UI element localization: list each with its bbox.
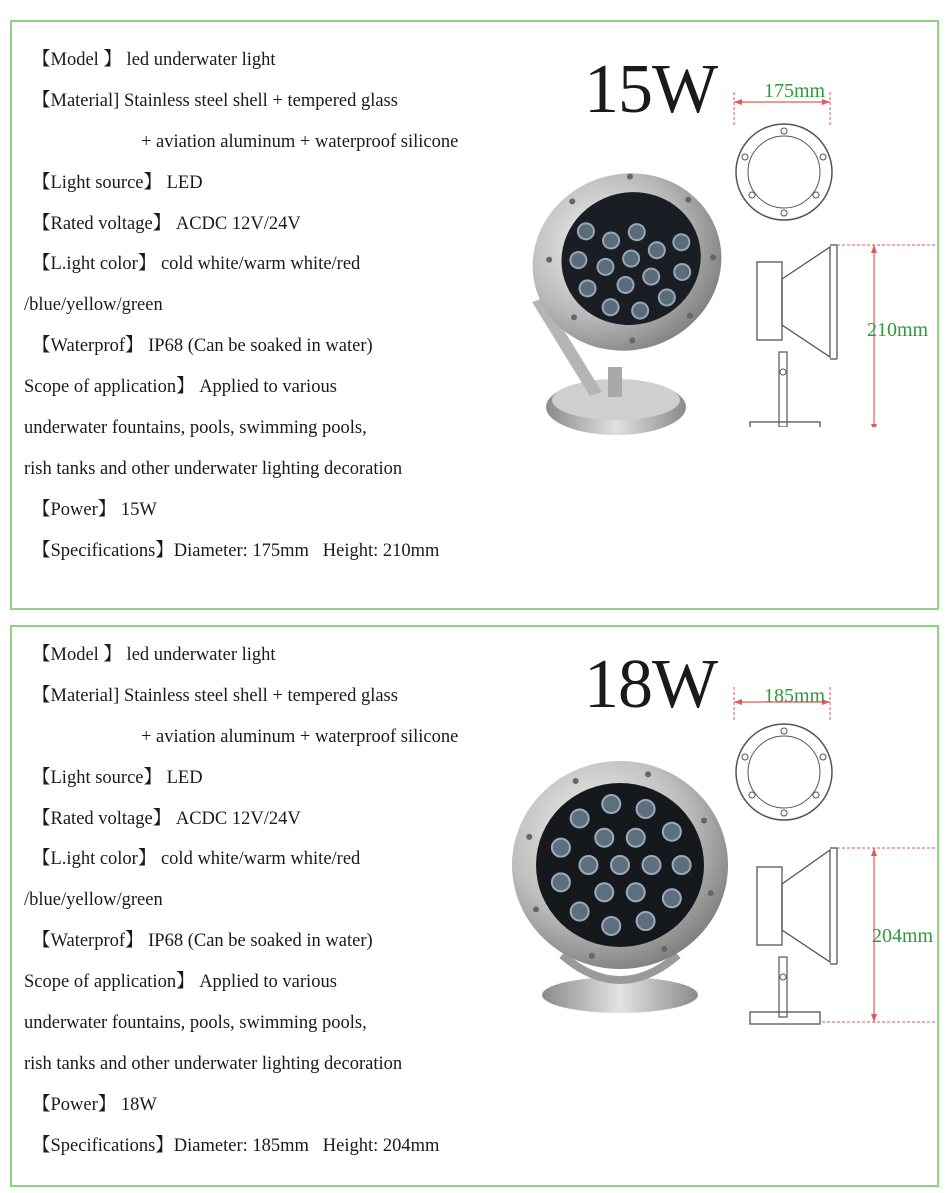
diameter-label: 175mm [764,80,826,102]
led-lens [552,873,570,891]
spec-model: 【Model 】 led underwater light [32,645,276,665]
screw [701,818,707,824]
spec-scope: Scope of application】 Applied to various [24,972,337,993]
spec-list [24,639,458,1171]
lamp-photo [502,755,742,1020]
spec-specifications: 【Specifications】Diameter: 175mm Height: 210mm [32,540,440,561]
height-label: 210mm [867,319,929,341]
screw [661,946,667,952]
spec-power: 【Power】 18W [32,1094,157,1115]
led-lens [627,883,645,901]
spec-scope-cont-2: rish tanks and other underwater lighting decoration [24,1053,403,1074]
spec-waterproof: 【Waterprof】 IP68 (Can be soaked in water) [32,931,373,952]
spec-light-color-cont: /blue/yellow/green [24,295,163,316]
spec-material-cont: + aviation aluminum + waterproof silicone [141,131,459,152]
led-lens [595,829,613,847]
spec-light-color: 【L.ight color】 cold white/warm white/red [32,254,361,275]
led-lens [602,917,620,935]
screw [589,953,595,959]
height-label: 204mm [872,925,934,947]
led-lens [611,856,629,874]
screw [573,778,579,784]
spec-list [24,44,458,576]
screw [526,834,532,840]
spec-scope-cont-1: underwater fountains, pools, swimming pools, [24,1013,367,1034]
spec-scope: Scope of application】 Applied to various [24,377,337,398]
spec-power: 【Power】 15W [32,499,157,520]
spec-light-color: 【L.ight color】 cold white/warm white/red [32,849,361,870]
led-lens [627,829,645,847]
led-lens [571,809,589,827]
led-lens [595,883,613,901]
spec-material: 【Material] Stainless steel shell + tempered glass [32,685,398,706]
dimension-drawing [712,672,937,1032]
spec-model: 【Model 】 led underwater light [32,50,276,70]
led-lens [673,856,691,874]
spec-waterproof: 【Waterprof】 IP68 (Can be soaked in water) [32,336,373,357]
led-lens [643,856,661,874]
led-lens [663,823,681,841]
led-lens [663,889,681,907]
spec-material-cont: + aviation aluminum + waterproof silicone [141,726,459,747]
spec-scope-cont-1: underwater fountains, pools, swimming pools, [24,418,367,439]
lamp-photo [512,162,732,442]
diameter-label: 185mm [764,685,826,707]
spec-rated-voltage: 【Rated voltage】 ACDC 12V/24V [32,808,301,829]
led-lens [637,800,655,818]
product-panel-18w [10,625,939,1187]
led-lens [571,903,589,921]
spec-light-source: 【Light source】 LED [32,767,203,788]
spec-light-color-cont: /blue/yellow/green [24,890,163,911]
spec-material: 【Material] Stainless steel shell + tempered glass [32,90,398,111]
spec-light-source: 【Light source】 LED [32,172,203,193]
spec-specifications: 【Specifications】Diameter: 185mm Height: 204mm [32,1135,440,1156]
watt-badge: 15W [584,51,718,128]
screw [533,906,539,912]
led-lens [637,912,655,930]
watt-badge: 18W [584,646,718,723]
spec-scope-cont-2: rish tanks and other underwater lighting decoration [24,458,403,479]
led-lens [552,839,570,857]
spec-rated-voltage: 【Rated voltage】 ACDC 12V/24V [32,213,301,234]
led-lens [580,856,598,874]
screw [645,771,651,777]
dimension-drawing [712,67,937,427]
led-lens [602,795,620,813]
product-panel-15w [10,20,939,610]
